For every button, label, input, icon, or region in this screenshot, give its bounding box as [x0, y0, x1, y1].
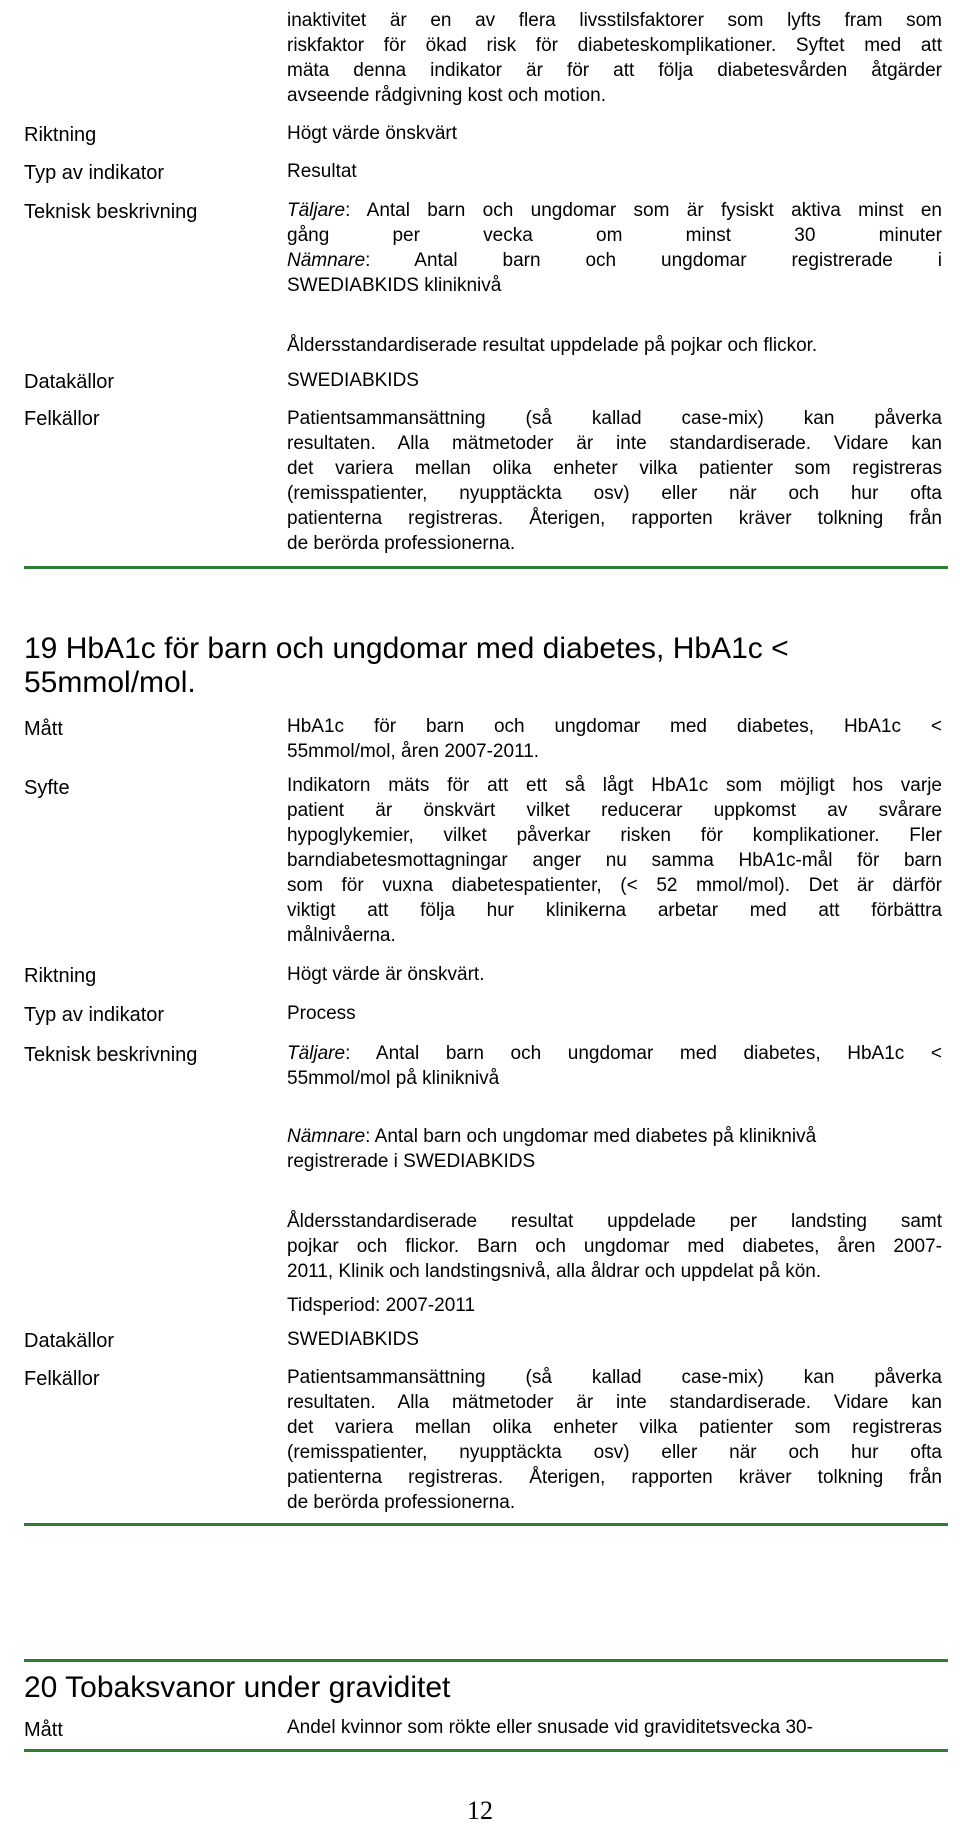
s18-felkallor-line: Patientsammansättning (så kallad case-mix) kan påverka: [287, 408, 942, 429]
s19-felkallor-line: resultaten. Alla mätmetoder är inte standardiserade. Vidare kan: [287, 1392, 942, 1413]
s18-namnare-term: Nämnare: [287, 250, 366, 271]
s18-taljare-line: [287, 198, 942, 223]
s18-taljare-text: : Antal barn och ungdomar som är fysiskt aktiva minst en: [345, 200, 942, 221]
s19-typ-value: Process: [287, 1003, 356, 1024]
s18-namnare-line2: SWEDIABKIDS kliniknivå: [287, 275, 502, 296]
s19-riktning-label: Riktning: [24, 965, 97, 987]
s19-syfte-line: patient är önskvärt vilket reducerar uppkomst av svårare: [287, 800, 942, 821]
s19-syfte-line: viktigt att följa hur klinikerna arbetar med att förbättra: [287, 900, 942, 921]
s20-matt-value: Andel kvinnor som rökte eller snusade vid graviditetsvecka 30-: [287, 1717, 813, 1738]
s19-matt-value: [287, 714, 942, 764]
s18-bottom-rule: [24, 566, 948, 569]
s19-alder-line: pojkar och flickor. Barn och ungdomar med diabetes, åren 2007-: [287, 1236, 942, 1257]
s18-teknisk-value: [287, 198, 942, 298]
s18-datakallor-value: SWEDIABKIDS: [287, 370, 419, 391]
s19-syfte-line: Indikatorn mäts för att ett så lågt HbA1c som möjligt hos varje: [287, 775, 942, 796]
s19-matt-label: Mått: [24, 718, 63, 740]
s18-syfte-line: inaktivitet är en av flera livsstilsfaktorer som lyfts fram som: [287, 10, 942, 31]
s18-taljare-term: Täljare: [287, 200, 346, 221]
s19-felkallor-line: (remisspatienter, nyupptäckta osv) eller när och hur ofta: [287, 1442, 942, 1463]
s19-namnare: [287, 1124, 942, 1174]
s18-felkallor-label: Felkällor: [24, 408, 100, 430]
s19-heading-line2: 55mmol/mol.: [24, 666, 196, 699]
s19-datakallor-value: SWEDIABKIDS: [287, 1329, 419, 1350]
s18-felkallor-line: resultaten. Alla mätmetoder är inte standardiserade. Vidare kan: [287, 433, 942, 454]
s19-taljare: [287, 1041, 942, 1091]
s19-typ-label: Typ av indikator: [24, 1004, 165, 1026]
s18-felkallor-value: [287, 406, 942, 556]
s19-matt-line: 55mmol/mol, åren 2007-2011.: [287, 741, 540, 762]
s19-felkallor-label: Felkällor: [24, 1368, 100, 1390]
s18-felkallor-line: (remisspatienter, nyupptäckta osv) eller när och hur ofta: [287, 483, 942, 504]
s19-tidsperiod: Tidsperiod: 2007-2011: [287, 1295, 476, 1316]
s19-namnare-line2: registrerade i SWEDIABKIDS: [287, 1151, 536, 1172]
s19-heading-line1: 19 HbA1c för barn och ungdomar med diabetes, HbA1c <: [24, 632, 789, 665]
s18-felkallor-line: det variera mellan olika enheter vilka patienter som registreras: [287, 458, 942, 479]
s18-typ-value: Resultat: [287, 161, 357, 182]
s19-namnare-text: : Antal barn och ungdomar med diabetes på kliniknivå: [365, 1126, 817, 1147]
s18-syfte-line: avseende rådgivning kost och motion.: [287, 85, 606, 106]
s18-alder-text: Åldersstandardiserade resultat uppdelade på pojkar och flickor.: [287, 335, 818, 356]
s18-felkallor-line: de berörda professionerna.: [287, 533, 516, 554]
s19-felkallor-line: de berörda professionerna.: [287, 1492, 516, 1513]
s19-alder: [287, 1209, 942, 1284]
page-number: 12: [467, 1796, 493, 1825]
s20-top-rule: [24, 1659, 948, 1662]
s19-syfte-line: barndiabetesmottagningar anger nu samma HbA1c-mål för barn: [287, 850, 942, 871]
s19-felkallor-line: Patientsammansättning (så kallad case-mix) kan påverka: [287, 1367, 942, 1388]
s19-datakallor-label: Datakällor: [24, 1330, 115, 1352]
s19-felkallor-line: det variera mellan olika enheter vilka patienter som registreras: [287, 1417, 942, 1438]
s19-taljare-term: Täljare: [287, 1043, 346, 1064]
s18-namnare-line: [287, 248, 942, 273]
s19-bottom-rule: [24, 1523, 948, 1526]
s19-taljare-text: : Antal barn och ungdomar med diabetes, HbA1c <: [345, 1043, 942, 1064]
s19-syfte-value: [287, 773, 942, 948]
s19-taljare-line: [287, 1041, 942, 1066]
s18-teknisk-label: Teknisk beskrivning: [24, 201, 198, 223]
s19-namnare-term: Nämnare: [287, 1126, 366, 1147]
s19-syfte-label: Syfte: [24, 777, 70, 799]
s18-felkallor-line: patienterna registreras. Återigen, rapporten kräver tolkning från: [287, 508, 942, 529]
s19-syfte-line: hypoglykemier, vilket påverkar risken för komplikationer. Fler: [287, 825, 942, 846]
s19-riktning-value: Högt värde är önskvärt.: [287, 964, 485, 985]
s19-heading: [24, 632, 904, 700]
s18-syfte-line: mäta denna indikator är för att följa diabetesvården åtgärder: [287, 60, 942, 81]
s19-syfte-line: som för vuxna diabetespatienter, (< 52 mmol/mol). Det är därför: [287, 875, 942, 896]
s18-riktning-label: Riktning: [24, 124, 97, 146]
s19-alder-line: 2011, Klinik och landstingsnivå, alla åldrar och uppdelat på kön.: [287, 1261, 822, 1282]
s20-matt-label: Mått: [24, 1719, 63, 1741]
s20-heading: 20 Tobaksvanor under graviditet: [24, 1671, 451, 1704]
s19-felkallor-line: patienterna registreras. Återigen, rapporten kräver tolkning från: [287, 1467, 942, 1488]
s18-datakallor-label: Datakällor: [24, 371, 115, 393]
s18-syfte-tail: [287, 8, 942, 108]
s18-syfte-line: riskfaktor för ökad risk för diabeteskomplikationer. Syftet med att: [287, 35, 942, 56]
s18-namnare-text: : Antal barn och ungdomar registrerade i: [365, 250, 942, 271]
s20-bottom-rule: [24, 1749, 948, 1752]
s19-taljare-line2: 55mmol/mol på kliniknivå: [287, 1068, 500, 1089]
s19-alder-line: Åldersstandardiserade resultat uppdelade per landsting samt: [287, 1211, 942, 1232]
s18-typ-label: Typ av indikator: [24, 162, 165, 184]
s19-matt-line: HbA1c för barn och ungdomar med diabetes, HbA1c <: [287, 716, 942, 737]
s19-namnare-line: [287, 1124, 942, 1149]
s19-felkallor-value: [287, 1365, 942, 1515]
s18-taljare-line2: gång per vecka om minst 30 minuter: [287, 225, 942, 246]
s18-riktning-value: Högt värde önskvärt: [287, 123, 458, 144]
s19-syfte-line: målnivåerna.: [287, 925, 396, 946]
s19-teknisk-label: Teknisk beskrivning: [24, 1044, 198, 1066]
